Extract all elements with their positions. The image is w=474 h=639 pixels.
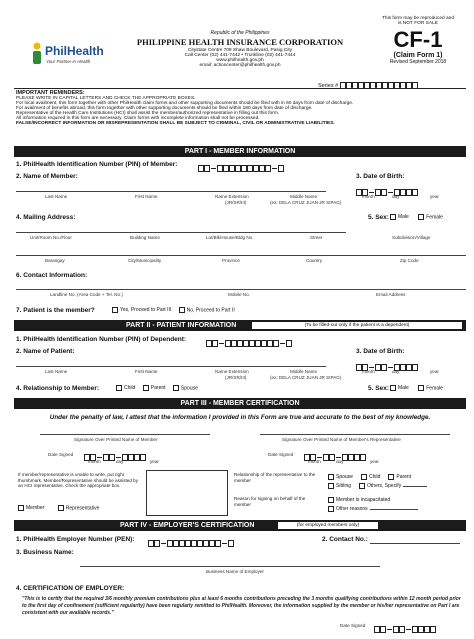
reason-options (328, 496, 418, 514)
thumbmark-options (18, 505, 99, 511)
char-box[interactable] (430, 626, 436, 633)
male-checkbox[interactable] (390, 214, 396, 220)
male-checkbox[interactable] (390, 385, 396, 391)
separator-dash (161, 543, 166, 544)
char-box[interactable] (228, 540, 234, 547)
day-label: day (116, 459, 124, 464)
char-box[interactable] (215, 540, 221, 547)
day-label: day (336, 459, 344, 464)
child-label: Child (368, 474, 381, 480)
no-label: No, Proceed to Part II (186, 307, 235, 314)
parent-checkbox[interactable] (388, 474, 394, 480)
other-reasons-checkbox[interactable] (328, 506, 334, 512)
middle-name-hint: (ex: DELA CRUZ JUAN JR SIPAG) (270, 200, 342, 205)
series-field[interactable] (318, 77, 418, 89)
day-label: day (392, 194, 400, 199)
middle-name-hint: (ex: DELA CRUZ JUAN JR SIPAG) (270, 375, 342, 380)
parent-label: Parent (150, 385, 166, 392)
char-box[interactable] (399, 626, 405, 633)
rep-date-signed-field[interactable] (304, 449, 366, 467)
other-reasons-label: Other reasons (336, 506, 368, 512)
logo-text: PhilHealth (45, 44, 104, 58)
building-label: Building Name (130, 235, 160, 240)
sex-label: 5. Sex: (368, 214, 389, 221)
relationship-options (116, 385, 198, 391)
thumbmark-instruction: If member/representative is unable to write, put right thumbmark. Member/Representative should be assisted by an HCI representative. Check the appropriate box. (18, 472, 139, 489)
month-label: month (362, 194, 375, 199)
char-box[interactable] (412, 364, 418, 371)
zipcode-label: Zip Code (400, 258, 419, 263)
reminder-line: All information required in this form are necessary. Claim forms with incomplete information shall not be processed. (16, 116, 260, 121)
patient-sex-label: 5. Sex: (368, 385, 389, 392)
rep-relationship-options (328, 473, 427, 491)
date-signed-label: Date Signed (340, 623, 366, 628)
lot-label: Lot/Blk/House/Bldg No. (206, 235, 254, 240)
not-for-sale-note: is NOT FOR SALE (398, 21, 438, 26)
reminders-title: IMPORTANT REMINDERS: (16, 90, 85, 96)
char-box[interactable] (381, 189, 387, 196)
part2-note: (To be filled-out only if the patient is a dependent) (252, 322, 462, 329)
patient-name-label: 2. Name of Patient: (16, 348, 75, 355)
member-dob-field[interactable] (356, 184, 418, 202)
spouse-label: Spouse (180, 385, 198, 392)
char-box[interactable] (278, 165, 284, 172)
char-box[interactable] (265, 165, 271, 172)
dependent-pin-field[interactable] (206, 335, 292, 353)
unit-label: Unit/Room No./Floor (30, 235, 72, 240)
incapacitated-label: Member is incapacitated (336, 497, 391, 503)
others-checkbox[interactable] (359, 483, 365, 489)
male-label: Male (398, 385, 409, 392)
patient-sex-options (390, 385, 443, 391)
member-name-label: 2. Name of Member: (16, 173, 78, 180)
month-label: month (88, 459, 101, 464)
employer-cert-text: "This is to certify that the required 3/6 monthly premium contributions plus at least 6 months contributions preceding the 3 months qualifying contributions within 12 month period prior to the first day of confinement (sufficient regularity) have been regularly remitted to PhilHealth. Moreover, the information supplied by the member or his/her representative on Part I are consistent with our available records." (22, 596, 461, 616)
yes-label: Yes, Proceed to Part III (120, 307, 172, 314)
email-label: Email Address (376, 292, 406, 297)
representative-checkbox[interactable] (58, 505, 64, 511)
last-name-label: Last Name (45, 369, 68, 374)
reminder-line: For local availment, this form together with other PhilHealth claim forms and other supporting documents should be filed with in 60 days from date of discharge. (16, 101, 354, 106)
reminder-line: PLEASE WRITE IN CAPITAL LETTERS AND CHECK THE APPROPRIATE BOXES. (16, 96, 196, 101)
separator-dash (272, 168, 277, 169)
month-label: month (308, 459, 321, 464)
form-name: (Claim Form 1) (393, 52, 443, 59)
barangay-label: Barangay (45, 258, 65, 263)
part4-header (14, 520, 466, 531)
business-name-caption: Business Name of Employer (206, 569, 264, 574)
sex-options (390, 214, 443, 220)
philhealth-logo (30, 40, 110, 68)
part1-title: PART I - MEMBER INFORMATION (14, 146, 466, 157)
attestation-text: Under the penalty of law, I attest that the information I provided in this Form are true and accurate to the best of my knowledge. (49, 414, 431, 421)
form-code: CF-1 (393, 27, 443, 52)
call-center-text: Call Center (02) 441-7442 • Trunkline (02) 441-7444 (184, 53, 296, 58)
republic-text: Republic of the Philippines (210, 30, 270, 36)
member-label: Member (26, 505, 45, 512)
others-label: Others, Specify (367, 483, 402, 489)
part4-note: (for employed members only) (278, 522, 378, 529)
address-text: Citystate Centre 709 Shaw Boulevard, Pasig City (187, 48, 293, 53)
parent-label: Parent (396, 474, 412, 480)
month-label: month (362, 369, 375, 374)
char-box[interactable] (140, 454, 146, 461)
child-checkbox[interactable] (361, 474, 367, 480)
representative-label: Representative (65, 505, 100, 512)
separator-dash (406, 629, 411, 630)
reason-label: Reason for signing on behalf of the member (234, 496, 306, 507)
relationship-rep-label: Relationship of the representative to the member (234, 472, 316, 483)
char-box[interactable] (154, 540, 160, 547)
male-label: Male (398, 214, 409, 221)
corporation-name: PHILIPPINE HEALTH INSURANCE CORPORATION (136, 37, 344, 47)
warning-text: FALSE/INCORRECT INFORMATION OR MISREPRESENTATION SHALL BE SUBJECT TO CRIMINAL, CIVIL OR ADMINISTRATIVE LIABILITIES. (16, 121, 335, 126)
female-checkbox[interactable] (418, 214, 424, 220)
first-name-label: First Name (135, 369, 158, 374)
dependent-pin-label: 1. PhilHealth Identification Number (PIN) of Dependent: (16, 336, 187, 343)
spouse-label: Spouse (336, 474, 353, 480)
child-checkbox[interactable] (116, 385, 122, 391)
employer-date-field[interactable] (374, 621, 436, 639)
part2-title: PART II - PATIENT INFORMATION (126, 322, 237, 329)
employer-cert-label: 4. CERTIFICATION OF EMPLOYER: (16, 585, 125, 592)
thumbmark-box[interactable] (146, 470, 228, 516)
relationship-label: 4. Relationship to Member: (16, 385, 100, 392)
reminder-line: For availment of benefits abroad, this form together with other supporting documents should be filed within 180 days from date of discharge. (16, 106, 313, 111)
char-box[interactable] (360, 454, 366, 461)
rep-signature-label: Signature Over Printed Name of Member's Representative (282, 437, 401, 442)
email-text: email: actioncenter@philhealth.gov.ph (199, 63, 281, 68)
logo-figure-icon (30, 42, 44, 64)
year-label: year (430, 194, 439, 199)
reminder-line: Representative of the Health Care Institutions (HCI) shall assist the member/authorized representative in filling out this form. (16, 111, 280, 116)
landline-label: Landline No. (Area Code + Tel. No.) (50, 292, 123, 297)
city-label: City/Municipality (128, 258, 162, 263)
char-box[interactable] (212, 340, 218, 347)
separator-dash (222, 543, 227, 544)
patient-is-member-label: 7. Patient is the member? (16, 307, 95, 314)
middle-name-label: Middle Name (290, 194, 318, 199)
year-label: year (430, 369, 439, 374)
middle-name-label: Middle Name (290, 369, 318, 374)
patient-dob-field[interactable] (356, 359, 418, 377)
patient-dob-label: 3. Date of Birth: (356, 348, 405, 355)
spouse-checkbox[interactable] (328, 474, 334, 480)
part3-title: PART III - MEMBER CERTIFICATION (14, 398, 466, 409)
separator-dash (280, 343, 285, 344)
date-signed-label: Date Signed (48, 452, 74, 457)
pen-field[interactable] (148, 535, 234, 553)
part4-title: PART IV - EMPLOYER'S CERTIFICATION (120, 522, 255, 529)
contact-info-label: 6. Contact Information: (16, 272, 88, 279)
sibling-label: Sibling (336, 483, 352, 489)
sibling-checkbox[interactable] (328, 483, 334, 489)
member-checkbox[interactable] (18, 505, 24, 511)
spouse-checkbox[interactable] (173, 385, 179, 391)
name-ext-label: Name Extension (215, 369, 249, 374)
char-box[interactable] (380, 626, 386, 633)
char-box[interactable] (109, 454, 115, 461)
separator-dash (387, 629, 392, 630)
part2-header (14, 320, 466, 331)
child-label: Child (124, 385, 136, 392)
street-label: Street (310, 235, 323, 240)
female-checkbox[interactable] (418, 385, 424, 391)
parent-checkbox[interactable] (143, 385, 149, 391)
member-pin-label: 1. PhilHealth Identification Number (PIN) of Member: (16, 161, 178, 168)
female-label: Female (426, 385, 443, 392)
member-date-signed-field[interactable] (84, 449, 146, 467)
year-label: year (370, 459, 379, 464)
char-box[interactable] (412, 189, 418, 196)
patient-member-options (112, 307, 235, 313)
reproduce-note: This form may be reproduced and (382, 16, 454, 21)
char-box[interactable] (204, 165, 210, 172)
separator-dash (211, 168, 216, 169)
female-label: Female (426, 214, 443, 221)
name-ext-label: Name Extension (215, 194, 249, 199)
pen-label: 1. PhilHealth Employer Number (PEN): (16, 536, 135, 543)
name-ext-hint: (JR/SR/III) (225, 200, 247, 205)
year-label: year (150, 459, 159, 464)
business-name-label: 3. Business Name: (16, 549, 74, 556)
char-box[interactable] (381, 364, 387, 371)
day-label: day (392, 369, 400, 374)
char-box[interactable] (286, 340, 292, 347)
incapacitated-checkbox[interactable] (328, 497, 334, 503)
name-ext-hint: (JR/SR/III) (225, 375, 247, 380)
revised-date: Revised September 2018 (389, 59, 447, 65)
last-name-label: Last Name (45, 194, 68, 199)
yes-checkbox[interactable] (112, 307, 118, 313)
date-signed-label: Date Signed (268, 452, 294, 457)
member-pin-field[interactable] (198, 160, 284, 178)
separator-dash (219, 343, 224, 344)
mailing-address-label: 4. Mailing Address: (16, 214, 76, 221)
mobile-label: Mobile No. (228, 292, 250, 297)
member-signature-label: Signature Over Printed Name of Member (74, 437, 158, 442)
logo-tagline: Your Partner in Health (46, 59, 91, 64)
country-label: Country (306, 258, 323, 263)
series-label: Series # (318, 82, 339, 89)
contact-no-label: 2. Contact No.: (322, 536, 368, 543)
website-text: www.philhealth.gov.ph (216, 58, 264, 63)
province-label: Province (222, 258, 240, 263)
member-dob-label: 3. Date of Birth: (356, 173, 405, 180)
subdivision-label: Subdivision/Village (392, 235, 431, 240)
char-box[interactable] (273, 340, 279, 347)
char-box[interactable] (329, 454, 335, 461)
no-checkbox[interactable] (179, 307, 185, 313)
first-name-label: First Name (135, 194, 158, 199)
